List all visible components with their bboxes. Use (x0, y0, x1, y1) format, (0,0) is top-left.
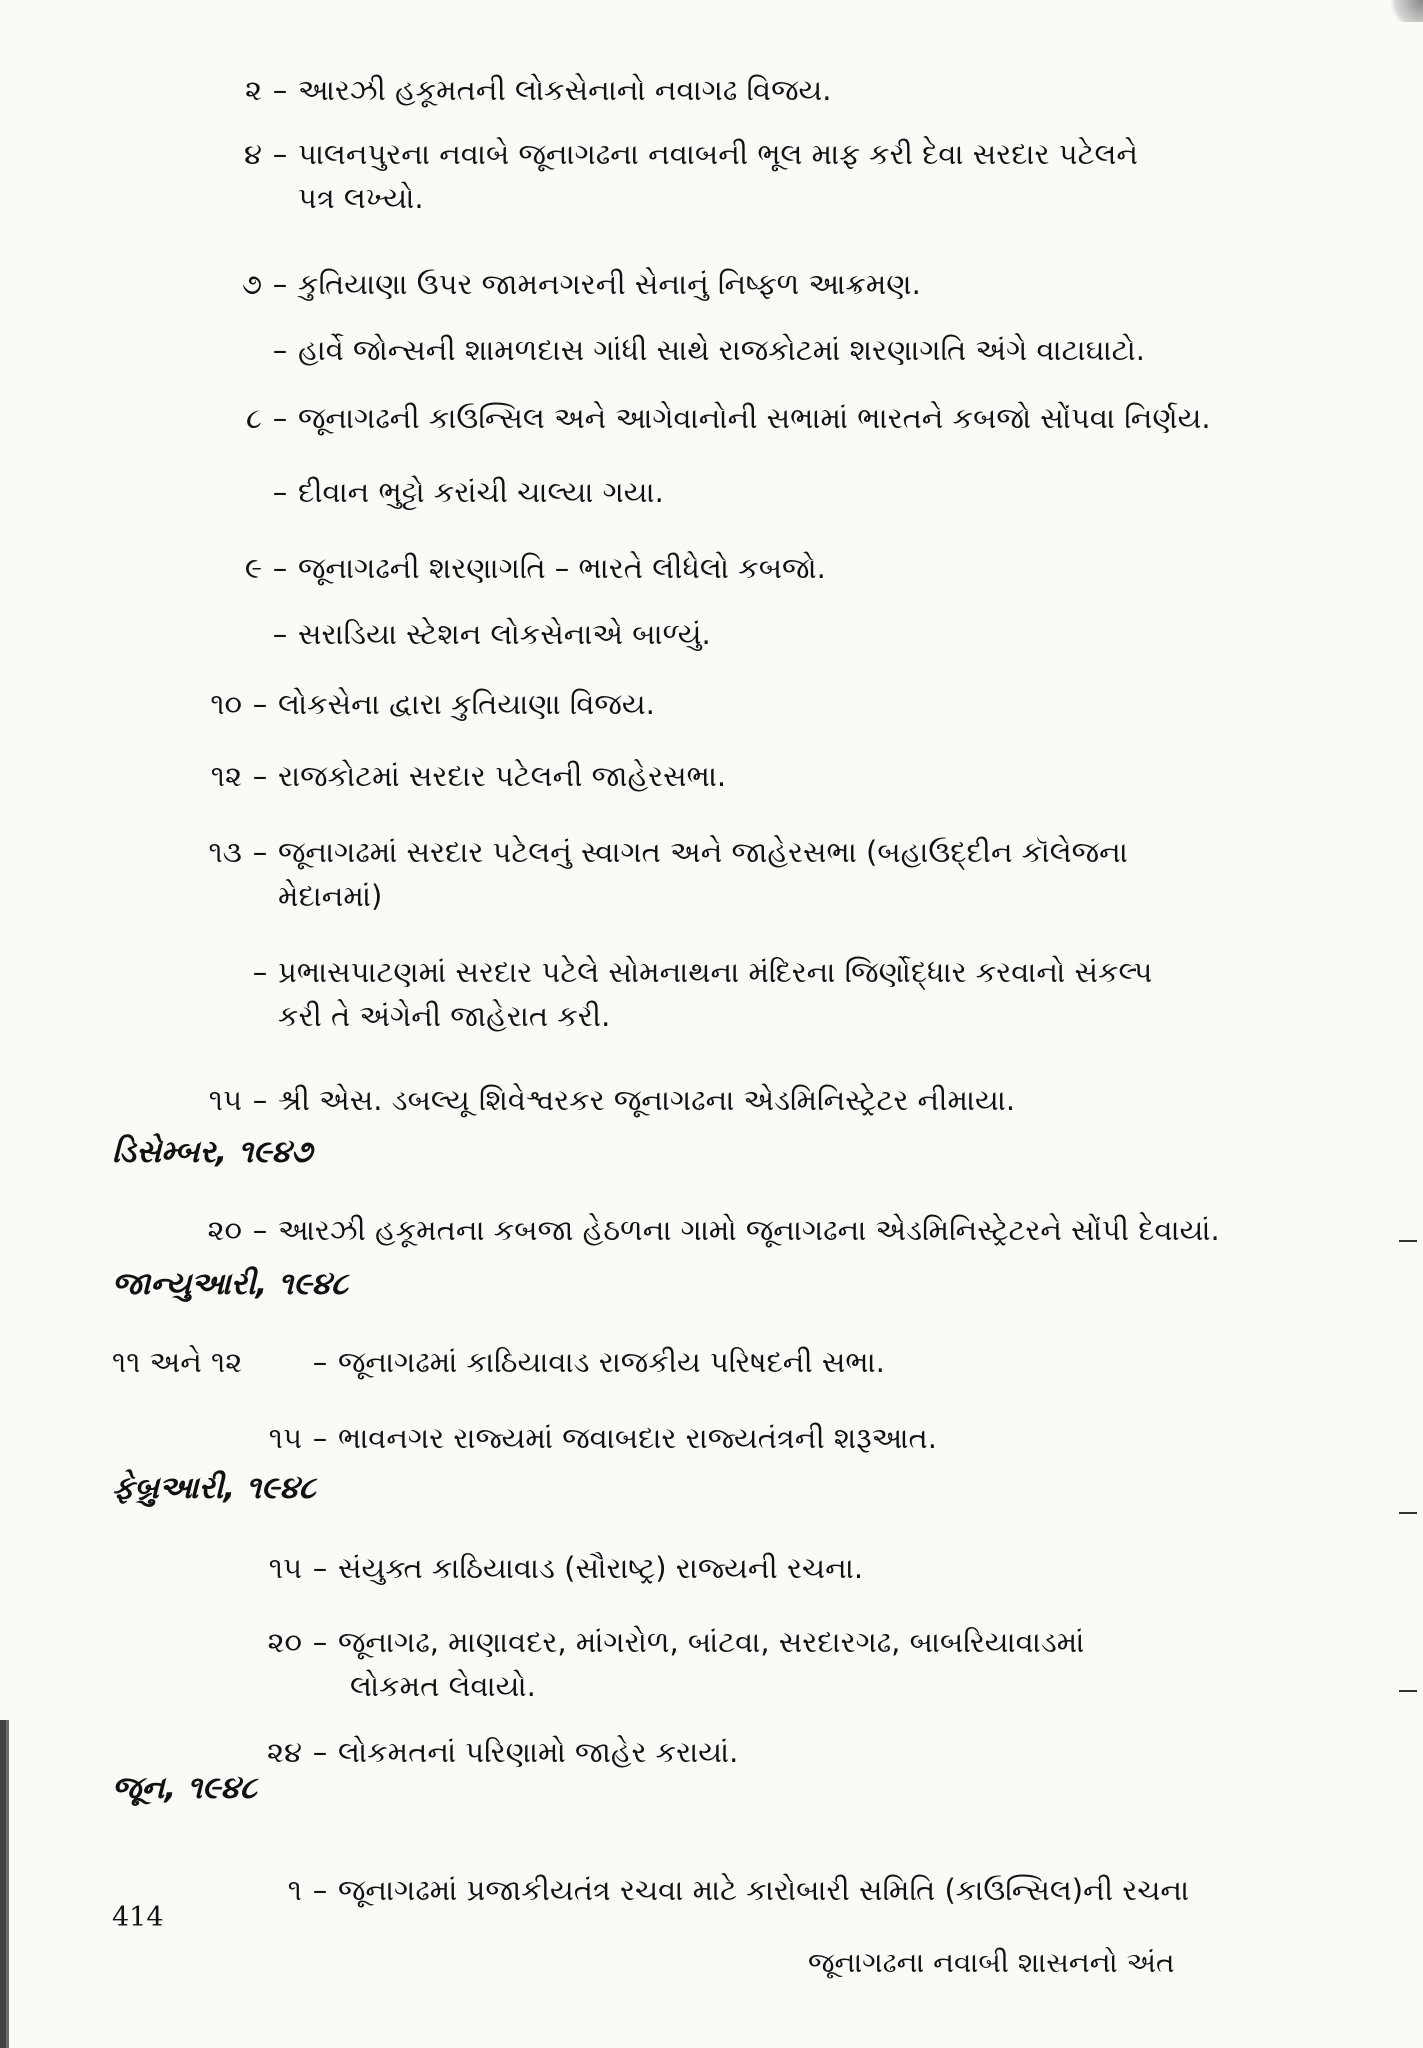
entry-text: સંયુક્ત કાઠિયાવાડ (સૌરાષ્ટ્ર) રાજ્યની રચના. (338, 1551, 864, 1585)
dash: – (272, 267, 288, 301)
entry-text: કુતિયાણા ઉપર જામનગરની સેનાનું નિષ્ફળ આક્રમણ. (298, 267, 921, 301)
entry-date: ૪ (244, 137, 262, 171)
scan-edge-shadow (0, 1720, 12, 2048)
timeline-entry (112, 1340, 885, 1384)
timeline-entry (218, 396, 1211, 440)
entry-text: રાજકોટમાં સરદાર પટેલની જાહેરસભા. (278, 759, 727, 793)
entry-date: ૧ (287, 1873, 302, 1907)
timeline-entry (218, 132, 1138, 220)
dash: – (252, 1083, 268, 1117)
entry-date: ૨ (244, 73, 262, 107)
entry-text: જૂનાગઢ, માણાવદર, માંગરોળ, બાંટવા, સરદારગઢ, બાબરિયાવાડમાં (338, 1625, 1085, 1659)
timeline-entry (218, 470, 664, 514)
timeline-entry (232, 1546, 863, 1590)
dash: – (252, 687, 268, 721)
timeline-entry (186, 1208, 1220, 1252)
timeline-entry (232, 1730, 738, 1774)
dash: – (272, 551, 288, 585)
margin-mark (1399, 1690, 1417, 1692)
entry-date: ૧૫ (208, 1083, 242, 1117)
entry-text: પાલનપુરના નવાબે જૂનાગઢના નવાબની ભૂલ માફ કરી દેવા સરદાર પટેલને (298, 137, 1138, 171)
running-footer-title: જૂનાગઢના નવાબી શાસનનો અંત (808, 1946, 1175, 1979)
dash: – (252, 759, 268, 793)
entry-date: ૧૫ (268, 1551, 302, 1585)
timeline-entry (186, 754, 726, 798)
entry-text: આરઝી હકૂમતના કબજા હેઠળના ગામો જૂનાગઢના એડમિનિસ્ટ્રેટરને સોંપી દેવાયાં. (278, 1213, 1220, 1247)
dash: – (272, 617, 288, 651)
dash: – (272, 73, 288, 107)
month-heading: ડિસેમ્બર, ૧૯૪૭ (112, 1134, 313, 1170)
dash: – (312, 1873, 328, 1907)
timeline-entry (218, 328, 1145, 372)
entry-date: ૧૨ (210, 759, 242, 793)
entry-text: સરાડિયા સ્ટેશન લોકસેનાએ બાળ્યું. (298, 617, 711, 651)
entry-date: ૯ (244, 551, 262, 585)
entry-date: ૧૦ (210, 687, 242, 721)
entry-text: હાર્વે જોન્સની શામળદાસ ગાંધી સાથે રાજકોટમાં શરણાગતિ અંગે વાટાઘાટો. (298, 333, 1146, 367)
entry-text-continued: પત્ર લખ્યો. (298, 181, 424, 215)
timeline-entry (206, 546, 826, 590)
timeline-entry (218, 68, 832, 112)
scan-corner-smudge (1383, 0, 1423, 22)
entry-text: શ્રી એસ. ડબલ્યૂ શિવેશ્વરકર જૂનાગઢના એડમિનિસ્ટ્રેટર નીમાયા. (278, 1083, 1016, 1117)
entry-text: આરઝી હકૂમતની લોકસેનાનો નવાગઢ વિજય. (298, 73, 832, 107)
entry-date: ૨૪ (266, 1735, 302, 1769)
dash: – (312, 1735, 328, 1769)
dash: – (252, 955, 268, 989)
entry-text: જૂનાગઢમાં કાઠિયાવાડ રાજકીય પરિષદની સભા. (338, 1345, 885, 1379)
entry-text-continued: લોકમત લેવાયો. (350, 1669, 536, 1703)
entry-text-continued: મેદાનમાં) (278, 879, 383, 913)
entry-date: ૮ (246, 401, 262, 435)
entry-text: લોકમતનાં પરિણામો જાહેર કરાયાં. (338, 1735, 739, 1769)
entry-text: ભાવનગર રાજ્યમાં જવાબદાર રાજ્યતંત્રની શરૂઆત. (338, 1421, 938, 1455)
entry-text: જૂનાગઢમાં સરદાર પટેલનું સ્વાગત અને જાહેરસભા (બહાઉદ્દીન કૉલેજના (278, 835, 1128, 869)
timeline-entry (232, 1868, 1189, 1912)
month-heading: જાન્યુઆરી, ૧૯૪૮ (112, 1266, 348, 1302)
timeline-entry (186, 1078, 1015, 1122)
timeline-entry (186, 682, 655, 726)
entry-text-continued: કરી તે અંગેની જાહેરાત કરી. (278, 999, 611, 1033)
page-number: 414 (112, 1902, 164, 1933)
entry-date: ૭ (241, 267, 262, 301)
entry-text: જૂનાગઢની કાઉન્સિલ અને આગેવાનોની સભામાં ભારતને કબજો સોંપવા નિર્ણય. (298, 401, 1211, 435)
dash: – (272, 333, 288, 367)
timeline-entry (218, 262, 921, 306)
dash: – (252, 1213, 268, 1247)
entry-date: ૧૫ (268, 1421, 302, 1455)
timeline-entry (186, 830, 1128, 918)
entry-text: દીવાન ભુટ્ટો કરાંચી ચાલ્યા ગયા. (298, 475, 664, 509)
dash: – (252, 835, 268, 869)
entry-date: ૧૧ અને ૧૨ (112, 1345, 243, 1379)
dash: – (312, 1421, 328, 1455)
entry-text: લોકસેના દ્વારા કુતિયાણા વિજય. (278, 687, 655, 721)
entry-date: ૨૦ (207, 1213, 242, 1247)
dash: – (272, 475, 288, 509)
margin-mark (1399, 1240, 1417, 1242)
timeline-entry (206, 612, 711, 656)
timeline-entry (186, 950, 1152, 1038)
entry-text: જૂનાગઢમાં પ્રજાકીયતંત્ર રચવા માટે કારોબારી સમિતિ (કાઉન્સિલ)ની રચના (338, 1873, 1190, 1907)
dash: – (312, 1625, 328, 1659)
month-heading: ફેબ્રુઆરી, ૧૯૪૮ (112, 1470, 316, 1506)
entry-date: ૧૩ (208, 835, 242, 869)
dash: – (272, 401, 288, 435)
entry-date: ૨૦ (267, 1625, 302, 1659)
timeline-entry (232, 1620, 1084, 1708)
entry-text: પ્રભાસપાટણમાં સરદાર પટેલે સોમનાથના મંદિરના જિર્ણોદ્ધાર કરવાનો સંકલ્પ (278, 955, 1153, 989)
timeline-entry (232, 1416, 937, 1460)
month-heading: જૂન, ૧૯૪૮ (112, 1770, 257, 1806)
dash: – (272, 137, 288, 171)
margin-mark (1399, 1512, 1417, 1514)
dash: – (312, 1551, 328, 1585)
dash: – (312, 1345, 328, 1379)
entry-text: જૂનાગઢની શરણાગતિ – ભારતે લીધેલો કબજો. (298, 551, 826, 585)
